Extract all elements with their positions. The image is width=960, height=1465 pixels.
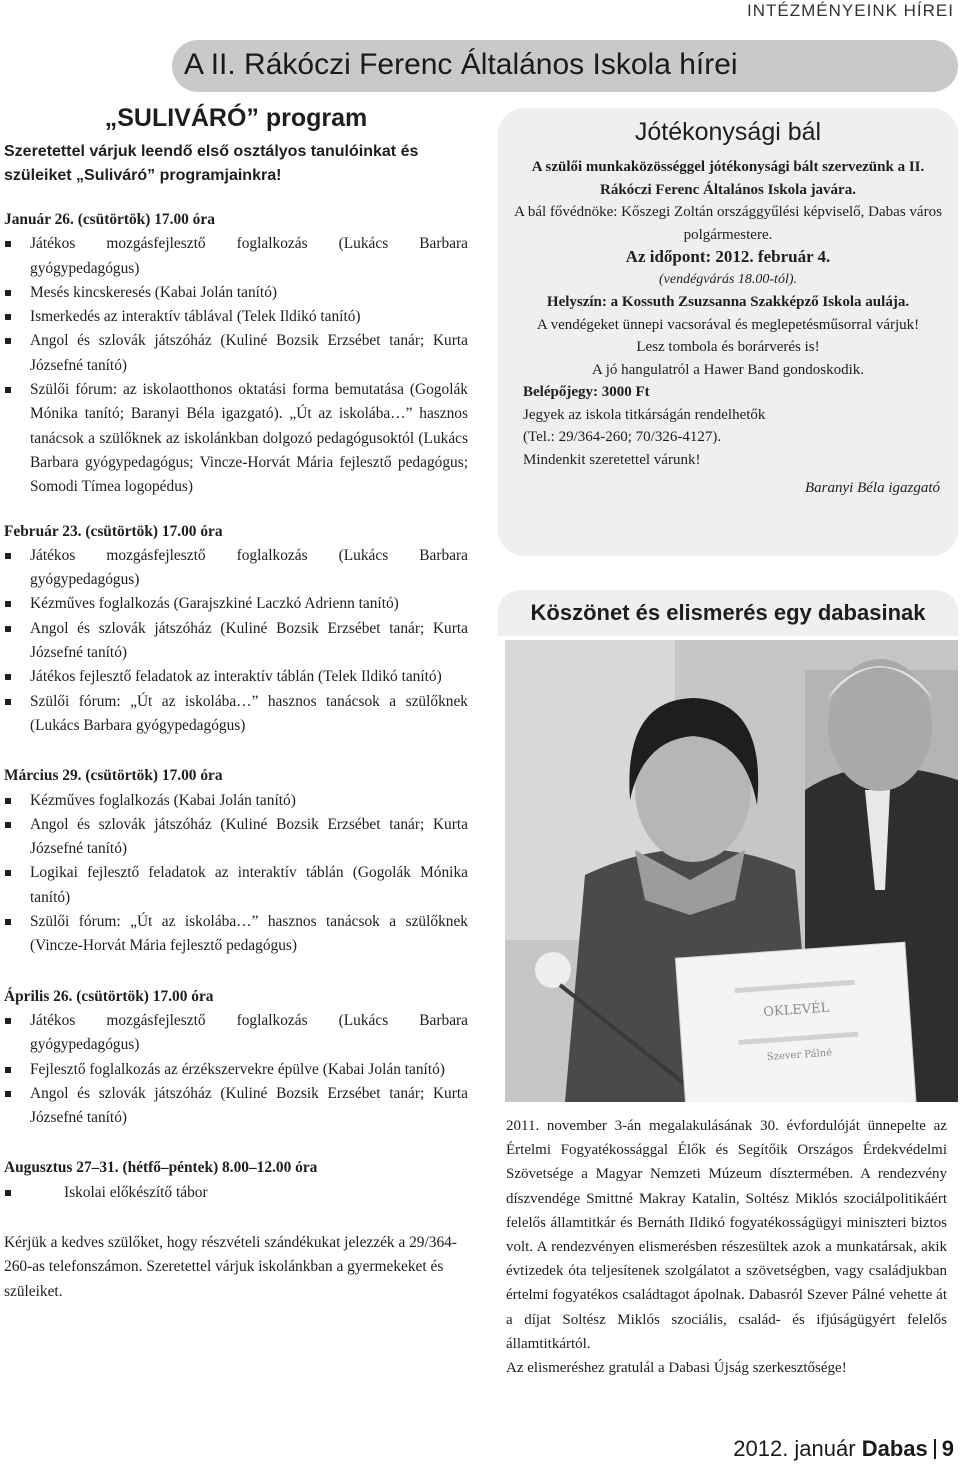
list-item: Angol és szlovák játszóház (Kuliné Bozsik Erzsébet tanár; Kurta Józsefné tanító) [4, 617, 468, 666]
award-photo-illustration [505, 640, 958, 1102]
session-february [4, 520, 468, 739]
award-photo [505, 640, 958, 1102]
charity-ball-title: Jótékonysági bál [634, 118, 822, 146]
list-item: Angol és szlovák játszóház (Kuliné Bozsik Erzsébet tanár; Kurta Józsefné tanító) [4, 1082, 468, 1131]
title-bar [172, 40, 958, 92]
page-number: 9 [941, 1436, 954, 1461]
session-date: Február 23. (csütörtök) 17.00 óra [4, 522, 223, 540]
list-item: Kézműves foglalkozás (Garajszkiné Laczkó Adrienn tanító) [4, 592, 468, 616]
session-items [4, 232, 468, 499]
session-date: Augusztus 27–31. (hétfő–péntek) 8.00–12.00 óra [4, 1159, 318, 1177]
session-items [4, 1181, 468, 1205]
session-date: Január 26. (csütörtök) 17.00 óra [4, 211, 215, 228]
ball-date: Az időpont: 2012. február 4. [625, 247, 831, 266]
sulivaro-outro: Kérjük a kedves szülőket, hogy részvételi szándékukat jelezzék a 29/364-260-as telefonszámon. Szeretettel várjuk iskolánkban a gyermekeket és szüleiket. [4, 1233, 457, 1300]
diploma-sheet [675, 942, 916, 1102]
footer-paper: Dabas [861, 1436, 928, 1461]
diploma [675, 942, 916, 1102]
session-date: Április 26. (csütörtök) 17.00 óra [4, 987, 214, 1005]
list-item: Szülői fórum: „Út az iskolába…” hasznos tanácsok a szülőknek (Vincze-Horvát Mária fejlesztő pedagógus) [4, 910, 468, 959]
ball-venue: Helyszín: a Kossuth Zsuzsanna Szakképző Iskola aulája. [546, 294, 910, 310]
session-items [4, 1009, 468, 1130]
session-date: Március 29. (csütörtök) 17.00 óra [4, 767, 223, 785]
session-april [4, 985, 468, 1131]
page-footer [733, 1436, 954, 1462]
list-item: Logikai fejlesztő feladatok az interaktív táblán (Gogolák Mónika tanító) [4, 861, 468, 910]
list-item: Játékos fejlesztő feladatok az interaktív táblán (Telek Ildikó tanító) [4, 665, 468, 689]
acknowledgement-closing: Az elismeréshez gratulál a Dabasi Újság szerkesztősége! [506, 1360, 847, 1377]
acknowledgement-body: 2011. november 3-án megalakulásának 30. évfordulóját ünnepelte az Értelmi Fogyatékossággal Élők és Segítőik Országos Érdekvédelmi Szövetsége a Magyar Nemzeti Múzeum dísztermében. A rendezvény díszvendége Smittné Makray Katalin, Soltész Miklós szociálpolitikáért felelős államtitkár és Bernáth Ildikó fogyatékosságügyi miniszteri biztos volt. A rendezvényen elismerésben részesültek azok a munkatársak, akik évtizedek óta teljesítenek szolgálatot a szövetségben, vagy családjukban értelmi fogyatékos családtagot ápolnak. Dabasról Szever Pálné vehette át a díjat Soltész Miklós szociális, család- és ifjúságügyért felelős államtitkártól. [506, 1118, 947, 1352]
list-item: Szülői fórum: az iskolaotthonos oktatási forma bemutatása (Gogolák Mónika tanító; Baranyi Béla igazgató). „Út az iskolába…” hasznos tanácsok a szülőknek az iskolánkban dolgozó pedagógusoktól (Lukács Barbara gyógypedagógus; Vincze-Horvát Mária fejlesztő pedagógus; Somodi Tímea logopédus) [4, 378, 468, 499]
man-face [828, 659, 932, 791]
list-item: Iskolai előkészítő tábor [4, 1181, 468, 1205]
ball-dinner: A vendégeket ünnepi vacsorával és meglepetésműsorral várjuk! [536, 316, 920, 333]
session-items [4, 544, 468, 738]
section-tag: INTÉZMÉNYEINK HÍREI [747, 1, 954, 20]
session-march [4, 764, 468, 958]
session-items [4, 789, 468, 959]
list-item: Ismerkedés az interaktív táblával (Telek Ildikó tanító) [4, 305, 468, 329]
ball-signature: Baranyi Béla igazgató [805, 480, 940, 496]
list-item: Kézműves foglalkozás (Kabai Jolán tanító) [4, 789, 468, 813]
list-item: Játékos mozgásfejlesztő foglalkozás (Lukács Barbara gyógypedagógus) [4, 544, 468, 593]
ball-lead: A szülői munkaközösséggel jótékonysági bált szervezünk a II. Rákóczi Ferenc Általános Iskola javára. [531, 159, 925, 198]
diploma-title: OKLEVÉL [762, 1000, 830, 1021]
ball-ticket: Belépőjegy: 3000 Ft [523, 384, 650, 400]
session-august [4, 1156, 468, 1205]
list-item: Mesés kincskeresés (Kabai Jolán tanító) [4, 281, 468, 305]
ball-welcome: Mindenkit szeretettel várunk! [523, 451, 701, 468]
list-item: Játékos mozgásfejlesztő foglalkozás (Lukács Barbara gyógypedagógus) [4, 1009, 468, 1058]
footer-issue: 2012. január [733, 1436, 856, 1461]
ball-tombola: Lesz tombola és borárverés is! [636, 339, 820, 355]
list-item: Angol és szlovák játszóház (Kuliné Bozsik Erzsébet tanár; Kurta Józsefné tanító) [4, 813, 468, 862]
charity-ball-body [508, 156, 948, 500]
ball-patron: A bál fővédnöke: Kőszegi Zoltán országgyűlési képviselő, Dabas város polgármestere. [514, 204, 942, 243]
list-item: Játékos mozgásfejlesztő foglalkozás (Lukács Barbara gyógypedagógus) [4, 232, 468, 281]
list-item: Angol és szlovák játszóház (Kuliné Bozsik Erzsébet tanár; Kurta Józsefné tanító) [4, 329, 468, 378]
acknowledgement-text [506, 1114, 947, 1380]
rose-flower [535, 952, 571, 988]
footer-separator [934, 1439, 936, 1459]
list-item: Fejlesztő foglalkozás az érzékszervekre épülve (Kabai Jolán tanító) [4, 1058, 468, 1082]
sulivaro-article [4, 104, 468, 1304]
session-january [4, 208, 468, 500]
diploma-name: Szever Pálné [766, 1047, 833, 1064]
ball-reception: (vendégvárás 18.00-tól). [658, 271, 798, 287]
page-title: A II. Rákóczi Ferenc Általános Iskola hírei [184, 48, 738, 81]
ball-phone: (Tel.: 29/364-260; 70/326-4127). [523, 429, 722, 445]
sulivaro-title: „SULIVÁRÓ” program [104, 104, 368, 132]
sulivaro-intro: Szeretettel várjuk leendő első osztályos tanulóinkat és szüleiket „Suliváró” programjainkra! [4, 143, 419, 184]
ball-tickets-info: Jegyek az iskola titkárságán rendelhetők [523, 406, 766, 423]
ball-band: A jó hangulatról a Hawer Band gondoskodik. [591, 361, 865, 378]
list-item: Szülői fórum: „Út az iskolába…” hasznos tanácsok a szülőknek (Lukács Barbara gyógypedagógus) [4, 690, 468, 739]
acknowledgement-title: Köszönet és elismerés egy dabasinak [530, 600, 926, 625]
